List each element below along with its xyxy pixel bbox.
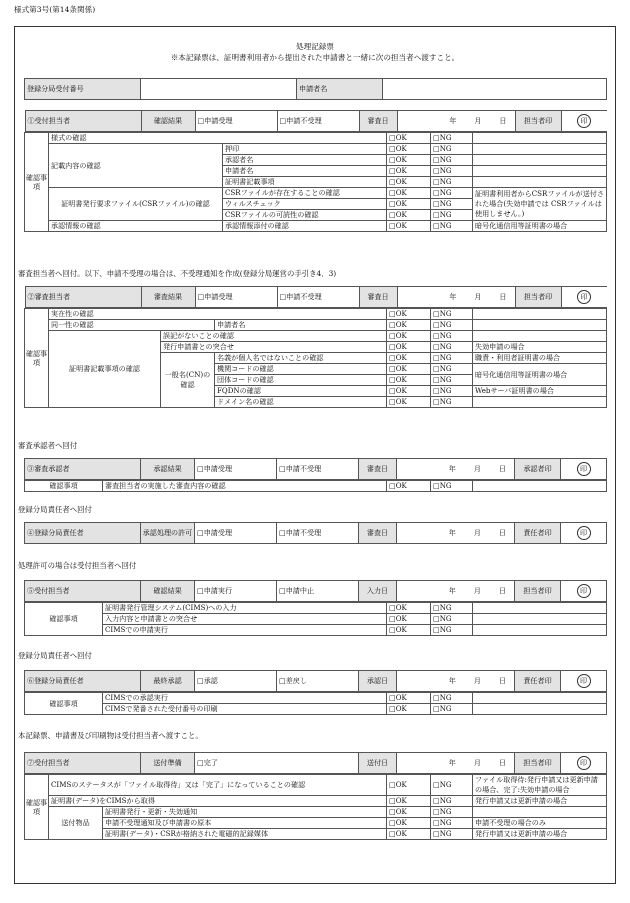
section4-stamp-label: 責任者印 bbox=[515, 523, 561, 544]
section7-ship-2-ng[interactable]: □NG bbox=[431, 829, 473, 840]
seal-icon: 印 bbox=[577, 114, 591, 128]
seal-icon: 印 bbox=[577, 526, 591, 540]
section2-table bbox=[24, 286, 607, 408]
section7-issue-renew-note: 発行申請又は更新申請の場合 bbox=[473, 796, 607, 807]
section4-table bbox=[24, 522, 607, 544]
section5-item-0-ng[interactable]: □NG bbox=[431, 603, 473, 614]
section1-approver-ok[interactable]: □OK bbox=[387, 155, 431, 166]
section3-after-note: 登録分局責任者へ回付 bbox=[18, 505, 92, 514]
section6-date-field[interactable]: 年 月 日 bbox=[397, 671, 515, 692]
section2-fqdn-ok[interactable]: □OK bbox=[387, 386, 431, 397]
section2-identity-ok[interactable]: □OK bbox=[387, 320, 431, 331]
section7-date-field[interactable]: 年 月 日 bbox=[397, 753, 515, 774]
seal-icon: 印 bbox=[577, 584, 591, 598]
section2-date-label: 審査日 bbox=[359, 287, 397, 308]
section2-cn-check: 一般名(CN)の確認 bbox=[161, 353, 215, 408]
section3-option-accept[interactable]: □申請受理 bbox=[195, 459, 277, 480]
seal-icon: 印 bbox=[577, 462, 591, 476]
section7-cert-data: 証明書(データ)をCIMSから取得 bbox=[49, 796, 387, 807]
section1-option-reject[interactable]: □申請不受理 bbox=[277, 111, 359, 132]
section1-approval-ok[interactable]: □OK bbox=[387, 221, 431, 232]
section7-option-accept[interactable]: □完了 bbox=[195, 753, 359, 774]
form-id: 様式第3号(第14条関係) bbox=[14, 5, 96, 14]
section5-after-note: 登録分局責任者へ回付 bbox=[18, 651, 92, 660]
section7-status-ok[interactable]: □OK bbox=[387, 775, 431, 796]
section2-stamp-label: 担当者印 bbox=[515, 287, 561, 308]
section1-applicant-ok[interactable]: □OK bbox=[387, 166, 431, 177]
section2-fqdn-ng[interactable]: □NG bbox=[431, 386, 473, 397]
form-title: 処理記録票 bbox=[296, 42, 334, 51]
section2-result-label: 審査結果 bbox=[141, 287, 195, 308]
section5-date-label: 入力日 bbox=[359, 581, 397, 602]
section2-items-check: 証明書記載事項の確認 bbox=[49, 331, 161, 408]
section6-after-note: 本記録票、申請書及び印刷物は受付担当者へ渡すこと。 bbox=[18, 731, 203, 740]
section6-item-1-ng[interactable]: □NG bbox=[431, 704, 473, 715]
section2-existence: 実在性の確認 bbox=[49, 309, 387, 320]
section2-match-app: 発行申請書との突合せ bbox=[161, 342, 387, 353]
section1-stamp-label: 担当者印 bbox=[515, 111, 561, 132]
section2-after-note: 審査承認者へ回付 bbox=[18, 441, 78, 450]
section5-item-1-ok[interactable]: □OK bbox=[387, 614, 431, 625]
section2-identity-ng[interactable]: □NG bbox=[431, 320, 473, 331]
section2-option-accept[interactable]: □申請受理 bbox=[195, 287, 277, 308]
section6-date-label: 承認日 bbox=[359, 671, 397, 692]
section2-org-code-ng[interactable]: □NG bbox=[431, 364, 473, 375]
section1-result-label: 確認結果 bbox=[141, 111, 195, 132]
section4-stamp[interactable] bbox=[561, 523, 607, 544]
section6-category: 確認事項 bbox=[25, 693, 103, 715]
section1-stamp[interactable] bbox=[561, 111, 607, 132]
section2-org-code-ok[interactable]: □OK bbox=[387, 364, 431, 375]
section1-cert-items-ok[interactable]: □OK bbox=[387, 177, 431, 188]
section3-category: 確認事項 bbox=[25, 481, 103, 492]
section1-date-field[interactable]: 年 月 日 bbox=[397, 111, 515, 132]
section2-domain: ドメイン名の確認 bbox=[215, 397, 387, 408]
section3-table bbox=[24, 458, 607, 480]
seal-icon: 印 bbox=[577, 290, 591, 304]
section5-option-reject[interactable]: □申請中止 bbox=[277, 581, 359, 602]
section7-cert-data-ng[interactable]: □NG bbox=[431, 796, 473, 807]
section2-web-note: Webサーバ証明書の場合 bbox=[473, 386, 607, 397]
section7-ship-2-ok[interactable]: □OK bbox=[387, 829, 431, 840]
section5-date-field[interactable]: 年 月 日 bbox=[397, 581, 515, 602]
section1-applicant: 申請者名 bbox=[223, 166, 387, 177]
section7-ship-1-ng[interactable]: □NG bbox=[431, 818, 473, 829]
section1-date-label: 審査日 bbox=[359, 111, 397, 132]
section2-crypto-note: 暗号化通信用等証明書の場合 bbox=[473, 364, 607, 386]
section3-date-field[interactable]: 年 月 日 bbox=[397, 459, 515, 480]
section1-approver-ng[interactable]: □NG bbox=[431, 155, 473, 166]
section2-no-error: 誤記がないことの確認 bbox=[161, 331, 387, 342]
section7-stamp-label: 担当者印 bbox=[515, 753, 561, 774]
section2-group-code: 団体コードの確認 bbox=[215, 375, 387, 386]
section1-format-ok[interactable]: □OK bbox=[387, 133, 431, 144]
section7-role: ⑦受付担当者 bbox=[25, 753, 141, 774]
section2-match-ng[interactable]: □NG bbox=[431, 342, 473, 353]
section7-status-note: ファイル取得待:発行申請又は更新申請の場合、完了:失効申請の場合 bbox=[473, 775, 607, 796]
section1-approver: 承認者名 bbox=[223, 155, 387, 166]
section2-stamp[interactable] bbox=[561, 287, 607, 308]
section1-approval-ng[interactable]: □NG bbox=[431, 221, 473, 232]
section1-virus: ウィルスチェック bbox=[223, 199, 387, 210]
section2-org-code: 機関コードの確認 bbox=[215, 364, 387, 375]
section7-table bbox=[24, 752, 607, 774]
section6-item-0-ng[interactable]: □NG bbox=[431, 693, 473, 704]
section1-csr-note: 証明書利用者からCSRファイルが送付された場合(失効申請では CSRファイルは使用しません。) bbox=[473, 188, 607, 221]
section7-result-label: 送付準備 bbox=[141, 753, 195, 774]
section2-role: ②審査担当者 bbox=[25, 287, 141, 308]
section5-table bbox=[24, 580, 607, 602]
section6-item-0: CIMSでの承認実行 bbox=[103, 693, 387, 704]
section1-seal-ng[interactable]: □NG bbox=[431, 144, 473, 155]
section7-items bbox=[24, 774, 607, 840]
section5-item-0-ok[interactable]: □OK bbox=[387, 603, 431, 614]
section1-table bbox=[24, 110, 607, 232]
section3-option-reject[interactable]: □申請不受理 bbox=[277, 459, 359, 480]
section4-result-label: 承認処理の許可 bbox=[141, 523, 195, 544]
section5-stamp[interactable] bbox=[561, 581, 607, 602]
receipt-number-label: 登録分局受付番号 bbox=[25, 79, 141, 100]
section1-approval: 承認情報の確認 bbox=[49, 221, 223, 232]
section2-domain-ng[interactable]: □NG bbox=[431, 397, 473, 408]
section5-option-accept[interactable]: □申請実行 bbox=[195, 581, 277, 602]
section2-header-row bbox=[25, 286, 607, 308]
section2-fqdn: FQDNの確認 bbox=[215, 386, 387, 397]
section7-reject-only-note: 申請不受理の場合のみ bbox=[473, 818, 607, 829]
section2-existence-ng[interactable]: □NG bbox=[431, 309, 473, 320]
section1-csr-exists-ng[interactable]: □NG bbox=[431, 188, 473, 199]
section1-csr-readable-ng[interactable]: □NG bbox=[431, 210, 473, 221]
section2-existence-ok[interactable]: □OK bbox=[387, 309, 431, 320]
section1-header-row bbox=[25, 110, 607, 132]
section6-result-label: 最終承認 bbox=[141, 671, 195, 692]
section3-item: 審査担当者の実施した審査内容の確認 bbox=[103, 481, 387, 492]
section6-items bbox=[24, 692, 607, 715]
section7-ship-item-2: 証明書(データ)・CSRが格納された電磁的記録媒体 bbox=[103, 829, 387, 840]
section7-category: 確認事項 bbox=[25, 775, 49, 840]
section6-item-0-ok[interactable]: □OK bbox=[387, 693, 431, 704]
seal-icon: 印 bbox=[577, 674, 591, 688]
section7-ship-item-1: 申請不受理通知及び申請書の原本 bbox=[103, 818, 387, 829]
section1-cert-items-ng[interactable]: □NG bbox=[431, 177, 473, 188]
section2-no-error-ng[interactable]: □NG bbox=[431, 331, 473, 342]
section1-role: ①受付担当者 bbox=[25, 111, 141, 132]
section1-csr-readable: CSRファイルの可読性の確認 bbox=[223, 210, 387, 221]
section3-result-label: 承認結果 bbox=[141, 459, 195, 480]
section5-item-2-ok[interactable]: □OK bbox=[387, 625, 431, 636]
section3-item-ok[interactable]: □OK bbox=[387, 481, 431, 492]
form-note: ※本記録票は、証明書利用者から提出された申請書と一緒に次の担当者へ渡すこと。 bbox=[170, 53, 460, 62]
applicant-name-label: 申請者名 bbox=[297, 79, 383, 100]
top-fields-table bbox=[24, 78, 607, 100]
section5-item-1: 入力内容と申請書との突合せ bbox=[103, 614, 387, 625]
section7-date-label: 送付日 bbox=[359, 753, 397, 774]
section7-status-check: CIMSのステータスが「ファイル取得待」又は「完了」になっていることの確認 bbox=[49, 775, 387, 796]
section5-stamp-label: 担当者印 bbox=[515, 581, 561, 602]
section4-date-field[interactable]: 年 月 日 bbox=[397, 523, 515, 544]
section2-group-code-ng[interactable]: □NG bbox=[431, 375, 473, 386]
section7-cert-data-ok[interactable]: □OK bbox=[387, 796, 431, 807]
section1-seal-ok[interactable]: □OK bbox=[387, 144, 431, 155]
section6-stamp-label: 責任者印 bbox=[515, 671, 561, 692]
section6-item-1: CIMSで発番された受付番号の印刷 bbox=[103, 704, 387, 715]
section7-ship-0-ng[interactable]: □NG bbox=[431, 807, 473, 818]
section2-match-ok[interactable]: □OK bbox=[387, 342, 431, 353]
section7-stamp[interactable] bbox=[561, 753, 607, 774]
section1-category: 確認事項 bbox=[25, 133, 49, 232]
section6-option-reject[interactable]: □差戻し bbox=[277, 671, 359, 692]
section1-crypto-note: 暗号化通信用等証明書の場合 bbox=[473, 221, 607, 232]
section4-role: ④登録分局責任者 bbox=[25, 523, 141, 544]
section5-item-2-ng[interactable]: □NG bbox=[431, 625, 473, 636]
section1-approval-attach: 承認情報添付の確認 bbox=[223, 221, 387, 232]
section1-csr-exists-ok[interactable]: □OK bbox=[387, 188, 431, 199]
seal-icon: 印 bbox=[577, 756, 591, 770]
section2-job-user-note: 職責・利用者証明書の場合 bbox=[473, 353, 607, 364]
section5-role: ⑤受付担当者 bbox=[25, 581, 141, 602]
section1-option-accept[interactable]: □申請受理 bbox=[195, 111, 277, 132]
section1-csr-exists: CSRファイルが存在することの確認 bbox=[223, 188, 387, 199]
section7-ship-1-ok[interactable]: □OK bbox=[387, 818, 431, 829]
section2-option-reject[interactable]: □申請不受理 bbox=[277, 287, 359, 308]
section7-ship-item-0: 証明書発行・更新・失効通知 bbox=[103, 807, 387, 818]
section4-option-reject[interactable]: □申請不受理 bbox=[277, 523, 359, 544]
section2-no-error-ok[interactable]: □OK bbox=[387, 331, 431, 342]
section3-stamp-label: 承認者印 bbox=[515, 459, 561, 480]
section5-item-0: 証明書発行管理システム(CIMS)への入力 bbox=[103, 603, 387, 614]
section2-not-personal: 名義が個人名ではないことの確認 bbox=[215, 353, 387, 364]
section3-role: ③審査承認者 bbox=[25, 459, 141, 480]
section1-csr-readable-ok[interactable]: □OK bbox=[387, 210, 431, 221]
section4-option-accept[interactable]: □申請受理 bbox=[195, 523, 277, 544]
section6-option-accept[interactable]: □承認 bbox=[195, 671, 277, 692]
applicant-name-field[interactable] bbox=[383, 79, 607, 100]
section7-issue-renew2-note: 発行申請又は更新申請の場合 bbox=[473, 829, 607, 840]
section2-revoke-note: 失効申請の場合 bbox=[473, 342, 607, 353]
section2-domain-ok[interactable]: □OK bbox=[387, 397, 431, 408]
section2-identity: 同一性の確認 bbox=[49, 320, 215, 331]
section1-after-note: 審査担当者へ回付。以下、申請不受理の場合は、不受理通知を作成(登録分局運営の手引き4．3) bbox=[18, 269, 337, 278]
section1-cert-items: 証明書記載事項 bbox=[223, 177, 387, 188]
section2-not-personal-ok[interactable]: □OK bbox=[387, 353, 431, 364]
section6-item-1-ok[interactable]: □OK bbox=[387, 704, 431, 715]
section3-items bbox=[24, 480, 607, 492]
receipt-number-field[interactable] bbox=[141, 79, 297, 100]
section5-category: 確認事項 bbox=[25, 603, 103, 636]
section1-csr-request: 証明書発行要求ファイル(CSRファイル)の確認 bbox=[49, 188, 223, 221]
section5-result-label: 確認結果 bbox=[141, 581, 195, 602]
section5-item-2: CIMSでの申請実行 bbox=[103, 625, 387, 636]
section1-applicant-ng[interactable]: □NG bbox=[431, 166, 473, 177]
section5-item-1-ng[interactable]: □NG bbox=[431, 614, 473, 625]
section5-items bbox=[24, 602, 607, 636]
section1-virus-ng[interactable]: □NG bbox=[431, 199, 473, 210]
section1-virus-ok[interactable]: □OK bbox=[387, 199, 431, 210]
section1-format: 様式の確認 bbox=[49, 133, 387, 144]
section7-ship-0-ok[interactable]: □OK bbox=[387, 807, 431, 818]
section2-not-personal-ng[interactable]: □NG bbox=[431, 353, 473, 364]
section3-item-ng[interactable]: □NG bbox=[431, 481, 473, 492]
section2-category: 確認事項 bbox=[25, 309, 49, 408]
section3-stamp[interactable] bbox=[561, 459, 607, 480]
section6-table bbox=[24, 670, 607, 692]
section2-applicant-name: 申請者名 bbox=[215, 320, 387, 331]
section1-content: 記載内容の確認 bbox=[49, 144, 223, 188]
section1-format-ng[interactable]: □NG bbox=[431, 133, 473, 144]
section6-role: ⑥登録分局責任者 bbox=[25, 671, 141, 692]
section7-shipment: 送付物品 bbox=[49, 807, 103, 840]
section1-seal: 押印 bbox=[223, 144, 387, 155]
section2-date-field[interactable]: 年 月 日 bbox=[397, 287, 515, 308]
section4-after-note: 処理許可の場合は受付担当者へ回付 bbox=[18, 561, 137, 570]
section4-date-label: 審査日 bbox=[359, 523, 397, 544]
section7-status-ng[interactable]: □NG bbox=[431, 775, 473, 796]
section2-group-code-ok[interactable]: □OK bbox=[387, 375, 431, 386]
section6-stamp[interactable] bbox=[561, 671, 607, 692]
section3-date-label: 審査日 bbox=[359, 459, 397, 480]
